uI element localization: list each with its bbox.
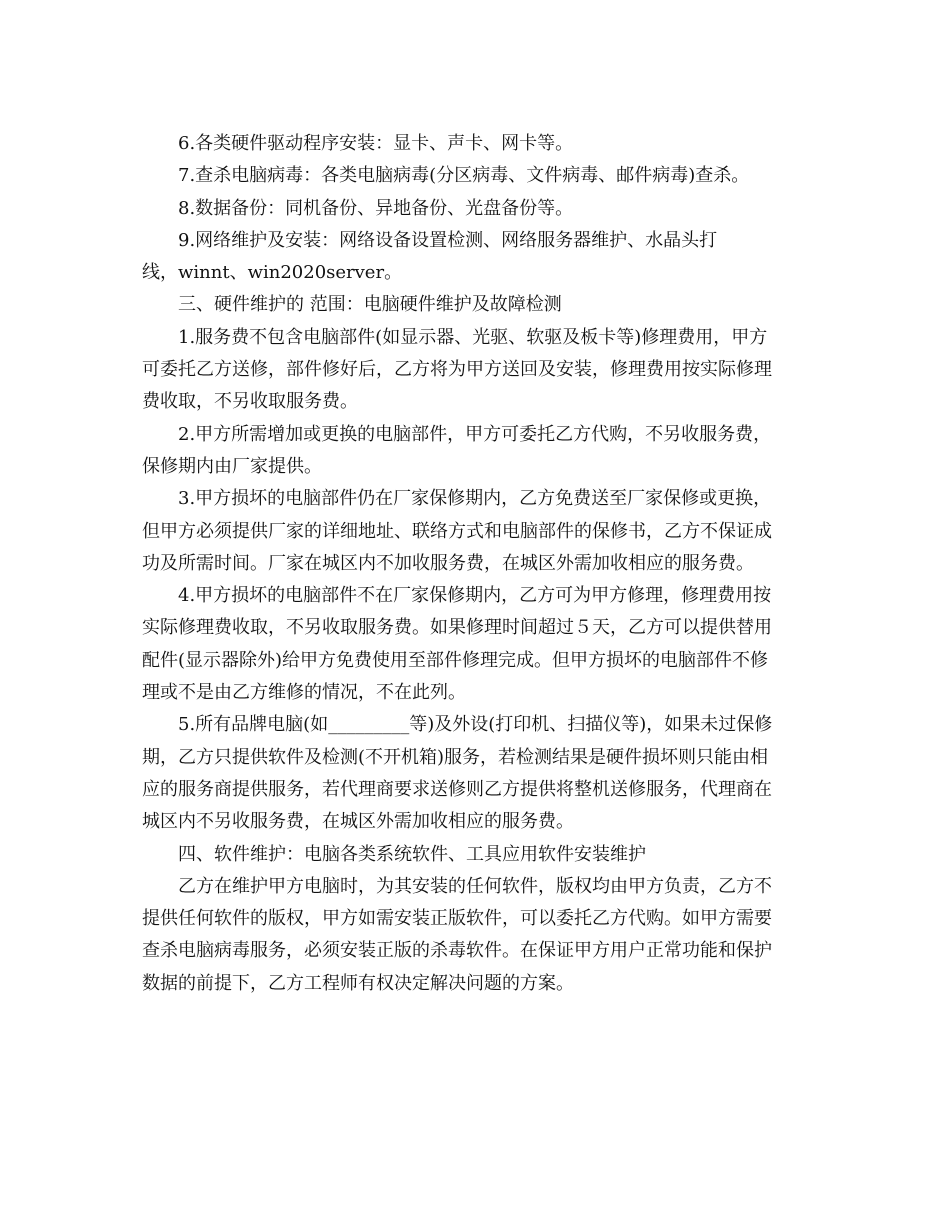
section-heading: 三、硬件维护的 范围：电脑硬件维护及故障检测: [178, 294, 562, 316]
text-line: 费收取，不另收取服务费。: [142, 391, 358, 413]
text-line: 数据的前提下，乙方工程师有权决定解决问题的方案。: [142, 972, 574, 994]
document-body: [142, 128, 802, 1000]
text-line: 城区内不另收服务费，在城区外需加收相应的服务费。: [142, 811, 574, 833]
text-line: 5.所有品牌电脑(如_________等)及外设(打印机、扫描仪等)，如果未过保修: [178, 714, 773, 736]
text-line: 1.服务费不包含电脑部件(如显示器、光驱、软驱及板卡等)修理费用，甲方: [178, 326, 768, 348]
text-line: 提供任何软件的版权，甲方如需安装正版软件，可以委托乙方代购。如甲方需要: [142, 908, 772, 930]
text-line: 可委托乙方送修，部件修好后，乙方将为甲方送回及安装，修理费用按实际修理: [142, 359, 772, 381]
text-line: 理或不是由乙方维修的情况，不在此列。: [142, 682, 466, 704]
text-line: 查杀电脑病毒服务，必须安装正版的杀毒软件。在保证甲方用户正常功能和保护: [142, 940, 772, 962]
section-heading: 四、软件维护：电脑各类系统软件、工具应用软件安装维护: [178, 843, 646, 865]
text-line: 乙方在维护甲方电脑时，为其安装的任何软件，版权均由甲方负责，乙方不: [178, 875, 772, 897]
text-line: 9.网络维护及安装：网络设备设置检测、网络服务器维护、水晶头打: [178, 229, 718, 251]
text-line: 功及所需时间。厂家在城区内不加收服务费，在城区外需加收相应的服务费。: [142, 552, 754, 574]
text-line: 7.查杀电脑病毒：各类电脑病毒(分区病毒、文件病毒、邮件病毒)查杀。: [178, 165, 750, 187]
text-line: 3.甲方损坏的电脑部件仍在厂家保修期内，乙方免费送至厂家保修或更换，: [178, 488, 772, 510]
text-line: 但甲方必须提供厂家的详细地址、联络方式和电脑部件的保修书，乙方不保证成: [142, 520, 772, 542]
text-line: 配件(显示器除外)给甲方免费使用至部件修理完成。但甲方损坏的电脑部件不修: [142, 649, 769, 671]
text-line: 2.甲方所需增加或更换的电脑部件，甲方可委托乙方代购，不另收服务费，: [178, 423, 772, 445]
text-line: 应的服务商提供服务，若代理商要求送修则乙方提供将整机送修服务，代理商在: [142, 778, 772, 800]
text-line: 实际修理费收取，不另收取服务费。如果修理时间超过５天，乙方可以提供替用: [142, 617, 772, 639]
text-line: 4.甲方损坏的电脑部件不在厂家保修期内，乙方可为甲方修理，修理费用按: [178, 585, 772, 607]
text-line: 8.数据备份：同机备份、异地备份、光盘备份等。: [178, 197, 574, 219]
text-line: 线，winnt、win2020server。: [142, 262, 403, 284]
text-line: 6.各类硬件驱动程序安装：显卡、声卡、网卡等。: [178, 133, 574, 154]
text-line: 期，乙方只提供软件及检测(不开机箱)服务，若检测结果是硬件损坏则只能由相: [142, 746, 769, 768]
text-line: 保修期内由厂家提供。: [142, 455, 322, 477]
